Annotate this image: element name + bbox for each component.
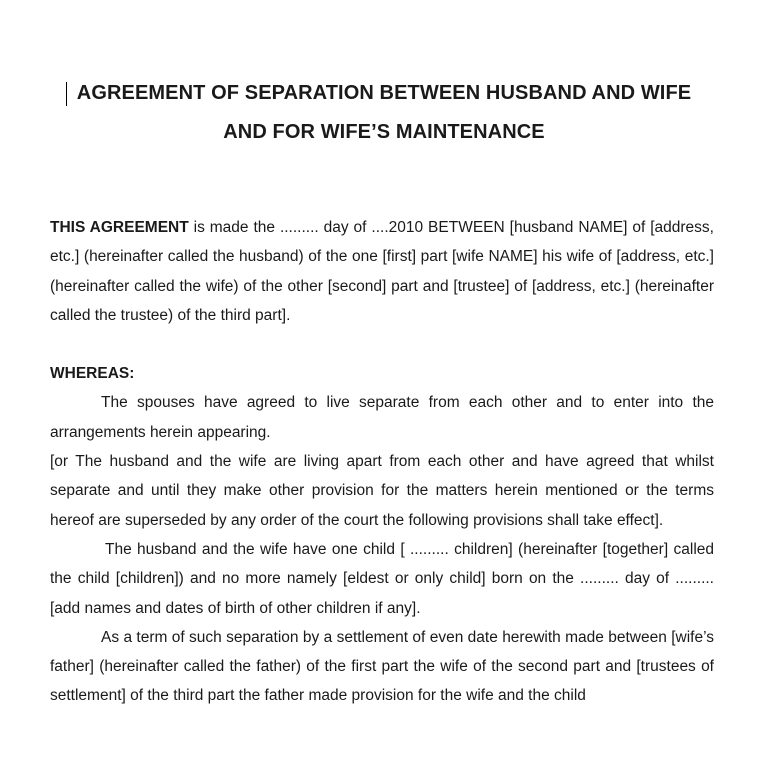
- recital-paragraph-1: The spouses have agreed to live separate from each other and to enter into the arrangements herein appearing.: [50, 394, 714, 441]
- intro-lead: THIS AGREEMENT: [50, 219, 189, 236]
- spacer: [50, 330, 714, 359]
- intro-paragraph: [50, 213, 714, 330]
- whereas-heading: WHEREAS:: [50, 365, 135, 383]
- document-title: AGREEMENT OF SEPARATION BETWEEN HUSBAND AND WIFE AND FOR WIFE’S MAINTENANCE: [76, 82, 692, 143]
- recital-paragraph-3: The husband and the wife have one child [ ......... children] (hereinafter [together] called the child [children]) and no more namely [eldest or only child] born on the ......... day of ......... [add names and dates of birth of other children if any].: [50, 540, 714, 617]
- recital-paragraph-4: As a term of such separation by a settlement of even date herewith made between [wife’s father] (hereinafter called the father) of the first part the wife of the second part and [trustees of settlement] of the third part the father made provision for the wife and the child: [50, 628, 714, 705]
- recital-paragraph-2: [or The husband and the wife are living apart from each other and have agreed that whilst separate and until they make other provision for the matters herein mentioned or the terms hereof are superseded by any order of the court the following provisions shall take effect].: [50, 453, 714, 529]
- document-body: [50, 213, 714, 711]
- intro-text: is made the ......... day of ....2010 BETWEEN [husband NAME] of [address, etc.] (hereinafter called the husband) of the one [first] part [wife NAME] his wife of [address, etc.] (hereinafter called the wife) of the other [second] part and [trustee] of [address, etc.] (hereinafter called the trustee) of the third part].: [50, 219, 714, 324]
